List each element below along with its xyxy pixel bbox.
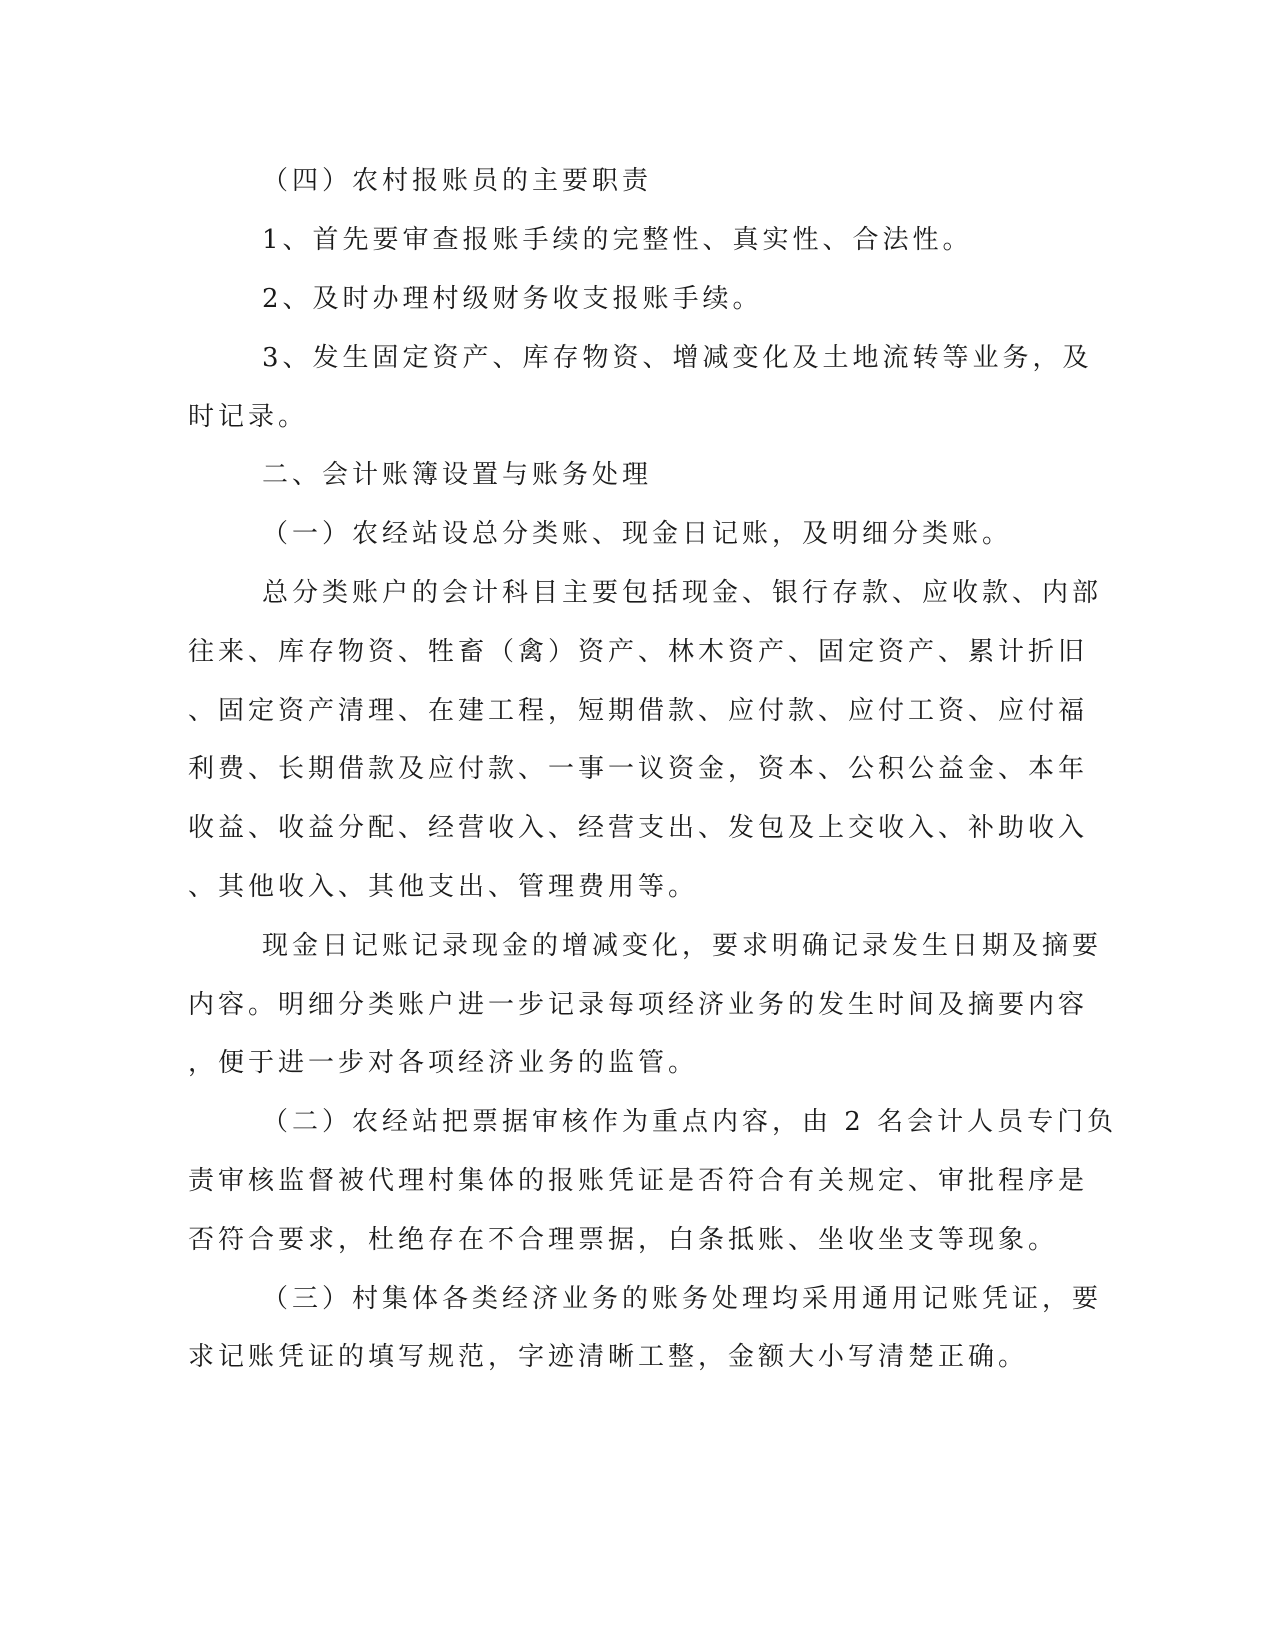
paragraph-line: 3、发生固定资产、库存物资、增减变化及土地流转等业务，及 bbox=[262, 343, 1093, 373]
paragraph-line: 往来、库存物资、牲畜（禽）资产、林木资产、固定资产、累计折旧 bbox=[188, 637, 1089, 667]
paragraph-line: 否符合要求，杜绝存在不合理票据，白条抵账、坐收坐支等现象。 bbox=[188, 1225, 1059, 1255]
paragraph-line: 、其他收入、其他支出、管理费用等。 bbox=[188, 872, 699, 902]
paragraph-line: 时记录。 bbox=[188, 402, 309, 432]
paragraph-line: 内容。明细分类账户进一步记录每项经济业务的发生时间及摘要内容 bbox=[188, 990, 1089, 1020]
paragraph-line: ，便于进一步对各项经济业务的监管。 bbox=[188, 1048, 699, 1078]
paragraph-line: 2、及时办理村级财务收支报账手续。 bbox=[262, 284, 763, 314]
section-heading-accounting: 二、会计账簿设置与账务处理 bbox=[262, 460, 653, 490]
paragraph-line: 现金日记账记录现金的增减变化，要求明确记录发生日期及摘要 bbox=[262, 931, 1103, 961]
paragraph-line: 收益、收益分配、经营收入、经营支出、发包及上交收入、补助收入 bbox=[188, 813, 1089, 843]
paragraph-line: （二）农经站把票据审核作为重点内容，由 2 名会计人员专门负 bbox=[262, 1107, 1118, 1137]
section-heading-reimburser-duties: （四）农村报账员的主要职责 bbox=[262, 166, 653, 196]
paragraph-line: （一）农经站设总分类账、现金日记账，及明细分类账。 bbox=[262, 519, 1013, 549]
paragraph-line: 利费、长期借款及应付款、一事一议资金，资本、公积公益金、本年 bbox=[188, 754, 1089, 784]
paragraph-line: 总分类账户的会计科目主要包括现金、银行存款、应收款、内部 bbox=[262, 578, 1103, 608]
paragraph-line: （三）村集体各类经济业务的账务处理均采用通用记账凭证，要 bbox=[262, 1284, 1103, 1314]
paragraph-line: 1、首先要审查报账手续的完整性、真实性、合法性。 bbox=[262, 225, 973, 255]
paragraph-line: 、固定资产清理、在建工程，短期借款、应付款、应付工资、应付福 bbox=[188, 696, 1089, 726]
paragraph-line: 求记账凭证的填写规范，字迹清晰工整，金额大小写清楚正确。 bbox=[188, 1342, 1029, 1372]
paragraph-line: 责审核监督被代理村集体的报账凭证是否符合有关规定、审批程序是 bbox=[188, 1166, 1089, 1196]
